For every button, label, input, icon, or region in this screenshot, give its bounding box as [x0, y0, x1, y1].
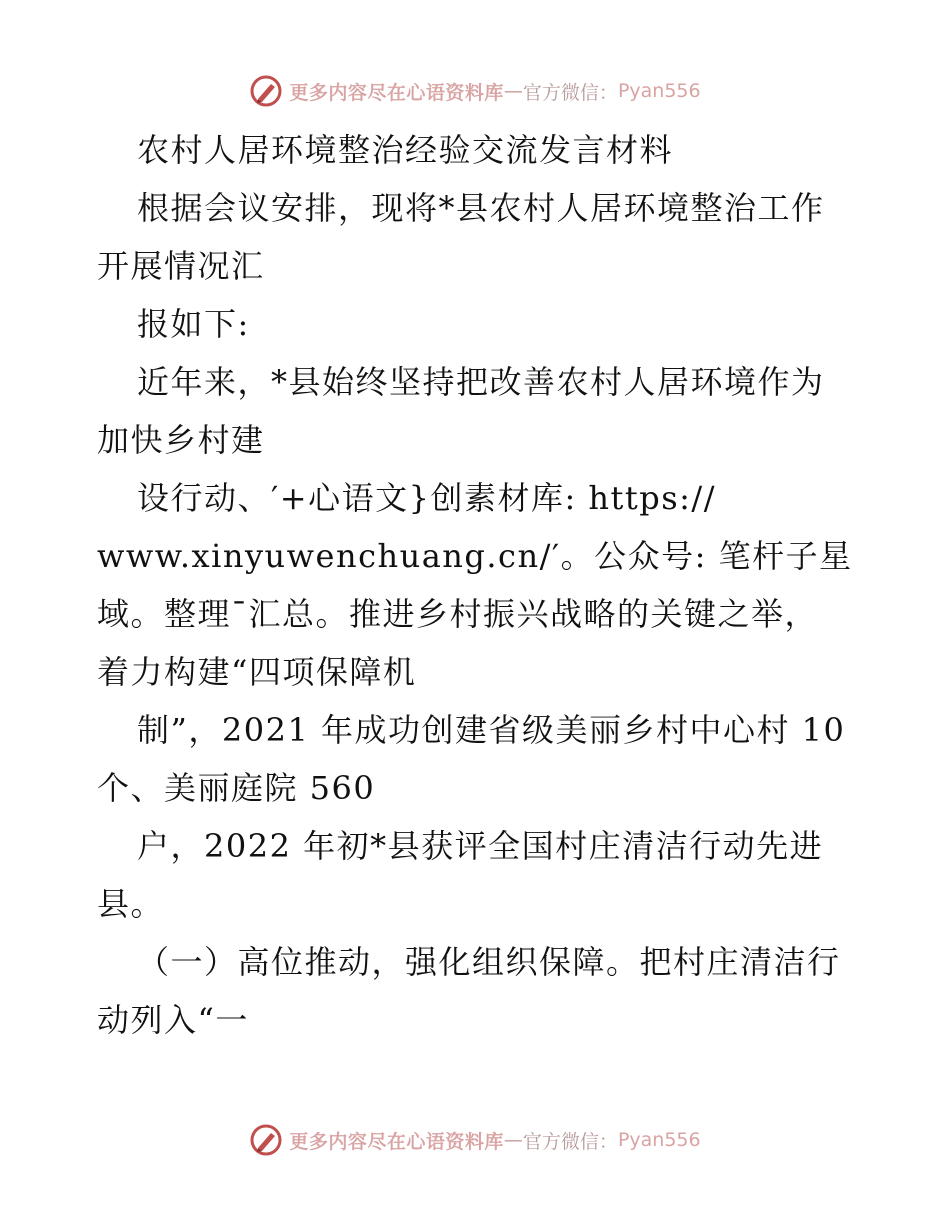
- paragraph-line: 报如下:: [137, 305, 250, 343]
- paragraph-line: 根据会议安排，现将*县农村人居环境整治工作: [137, 189, 825, 227]
- paragraph-line: 设行动、′+心语文}创素材库: https://: [137, 479, 716, 517]
- paragraph-line: 着力构建“四项保障机: [97, 653, 417, 691]
- banner-separator: —: [503, 80, 523, 102]
- paragraph-line: 域。整理¯汇总。推进乡村振兴战略的关键之举，: [97, 595, 819, 633]
- banner-wechat-label: 官方微信：: [522, 1130, 618, 1153]
- pen-logo-icon: [249, 74, 283, 108]
- paragraph-line: 近年来，*县始终坚持把改善农村人居环境作为: [137, 363, 825, 401]
- paragraph-line: 开展情况汇: [97, 247, 265, 285]
- header-banner: [0, 71, 950, 111]
- banner-wechat-id: Pyan556: [617, 1129, 701, 1151]
- paragraph-line: www.xinyuwenchuang.cn/′。公众号: 笔杆子星: [97, 537, 853, 575]
- footer-banner: [0, 1120, 950, 1160]
- banner-main-text: 更多内容尽在心语资料库: [289, 81, 504, 104]
- paragraph-line: 加快乡村建: [97, 421, 265, 459]
- pen-logo-icon: [249, 1123, 283, 1157]
- banner-separator: —: [503, 1129, 523, 1151]
- paragraph-line: 制”，2021 年成功创建省级美丽乡村中心村 10: [137, 711, 846, 749]
- paragraph-line: 个、美丽庭院 560: [97, 769, 376, 807]
- banner-wechat-id: Pyan556: [617, 80, 701, 102]
- banner-main-text: 更多内容尽在心语资料库: [289, 1130, 504, 1153]
- document-title: 农村人居环境整治经验交流发言材料: [137, 131, 674, 169]
- paragraph-line: 县。: [97, 885, 165, 923]
- section-heading-line: （一）高位推动，强化组织保障。把村庄清洁行: [137, 943, 841, 981]
- banner-wechat-label: 官方微信：: [522, 81, 618, 104]
- paragraph-line: 户，2022 年初*县获评全国村庄清洁行动先进: [137, 827, 824, 865]
- paragraph-line: 动列入“一: [97, 1001, 249, 1039]
